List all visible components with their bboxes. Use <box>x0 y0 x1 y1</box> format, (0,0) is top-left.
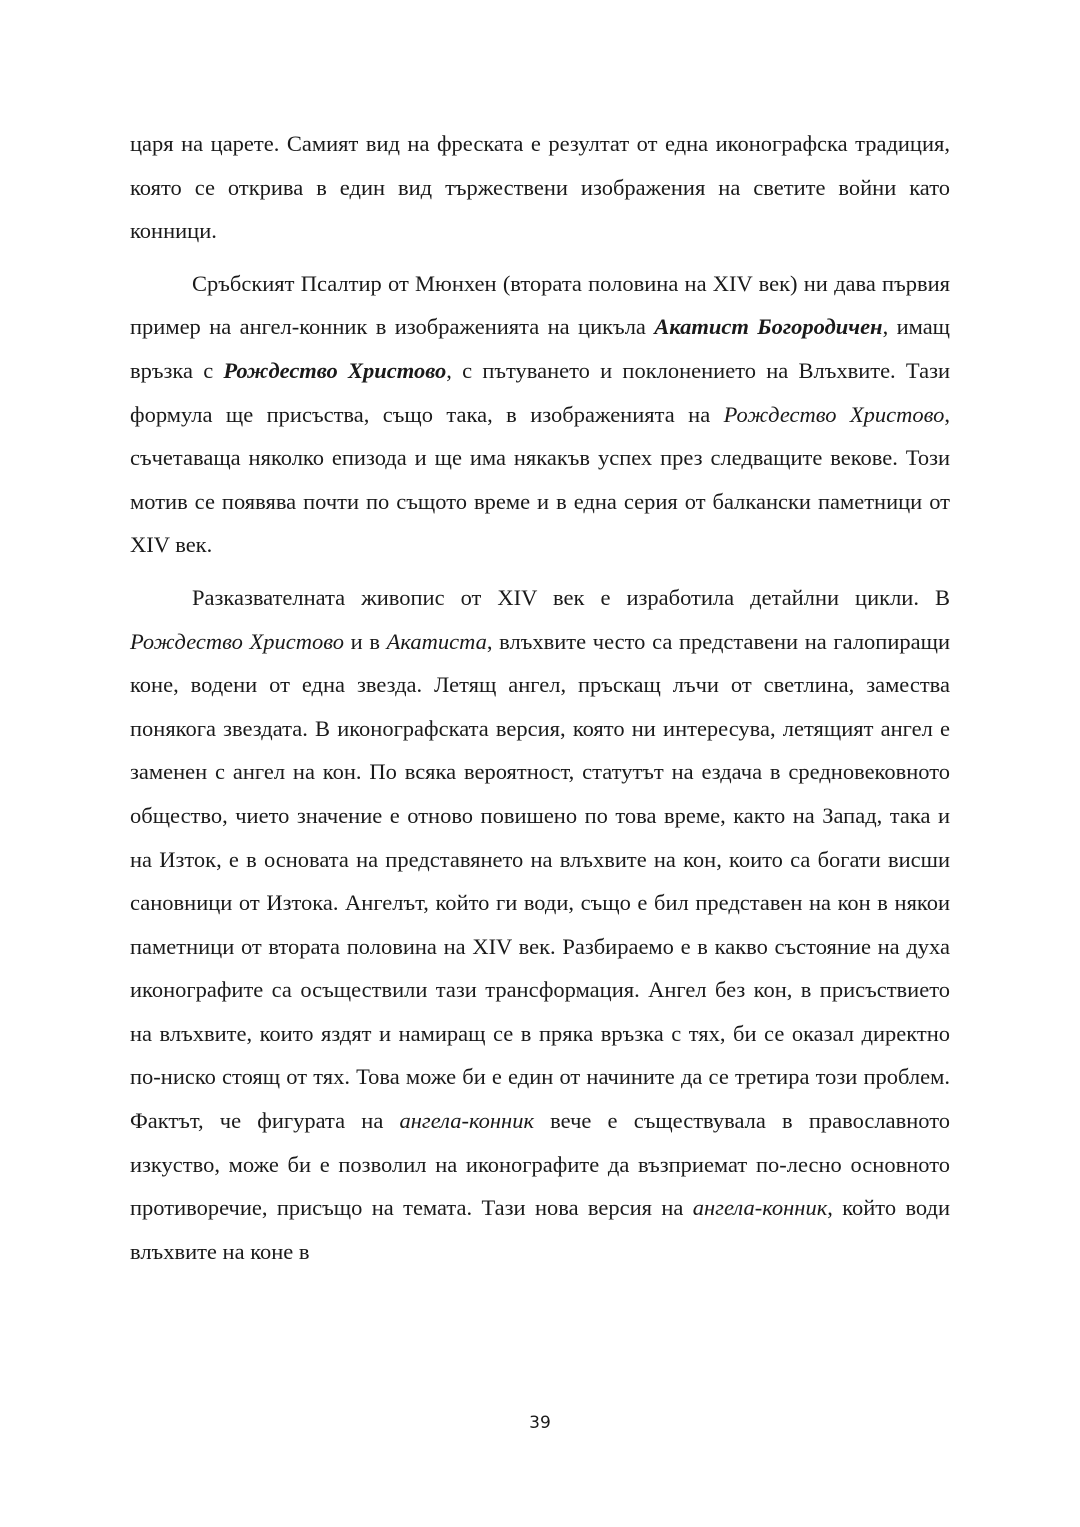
text-run: , с пътуването и поклонението на Влъхвите. Тази формула ще присъства, също така, в изображенията на <box>130 357 951 427</box>
page-number: 39 <box>529 1413 551 1433</box>
text-run: Сръбският Псалтир от Мюнхен (втората половина на XIV век) ни дава първия пример на ангел-конник в изображенията на цикъла <box>130 270 950 340</box>
italic-term-angel-rider: ангела-конник <box>692 1195 828 1221</box>
italic-title-nativity: Рождество Христово <box>723 401 945 427</box>
paragraph-2 <box>130 262 950 567</box>
emphasis-title-akathist: Акатист Богородичен <box>654 314 883 340</box>
text-run: , имащ връзка с <box>130 314 951 383</box>
italic-term-angel-rider: ангела-конник <box>399 1108 534 1134</box>
text-run: , който води влъхвите на коне в <box>130 1195 950 1264</box>
text-run: царя на царете. Самият вид на фреската е резултат от една иконографска традиция, която се открива в един вид тържествени изображения на светите войни като конници. <box>130 131 950 244</box>
text-run: вече е съществувала в православното изкуство, може би е позволил на иконографите да възприемат по-лесно основното противоречие, присъщо на темата. Тази нова версия на <box>130 1108 950 1221</box>
text-run: и в <box>343 628 387 654</box>
paragraph-3 <box>130 576 950 1274</box>
paragraph-1 <box>130 122 950 253</box>
emphasis-title-nativity: Рождество Христово <box>223 357 447 383</box>
italic-title-nativity: Рождество Христово <box>130 628 344 654</box>
text-run: , съчетаваща няколко епизода и ще има някакъв успех през следващите векове. Този мотив се появява почти по същото време и в една серия от балкански паметници от XIV век. <box>130 401 950 558</box>
italic-title-akathist: Акатиста <box>386 628 487 654</box>
body-text <box>130 122 950 1282</box>
text-run: , влъхвите често са представени на галопиращи коне, водени от една звезда. Летящ ангел, пръскащ лъчи от светлина, замества понякога звездата. В иконографската версия, която ни интересува, летящият ангел е заменен с ангел на кон. По всяка вероятност, статутът на ездача в средновековното общество, чието значение е отново повишено по това време, както на Запад, така и на Изток, е в основата на представянето на влъхвите на кон, които са богати висши сановници от Изтока. Ангелът, който ги води, също е бил представен на кон в някои паметници от втората половина на XIV век. Разбираемо е в какво състояние на духа иконографите са осъществили тази трансформация. Ангел без кон, в присъствието на влъхвите, които яздят и намиращ се в пряка връзка с тях, би се оказал директно по-ниско стоящ от тях. Това може би е един от начините да се третира този проблем. Фактът, че фигурата на <box>130 628 950 1134</box>
text-run: Разказвателната живопис от XIV век е изработила детайлни цикли. В <box>192 584 950 610</box>
